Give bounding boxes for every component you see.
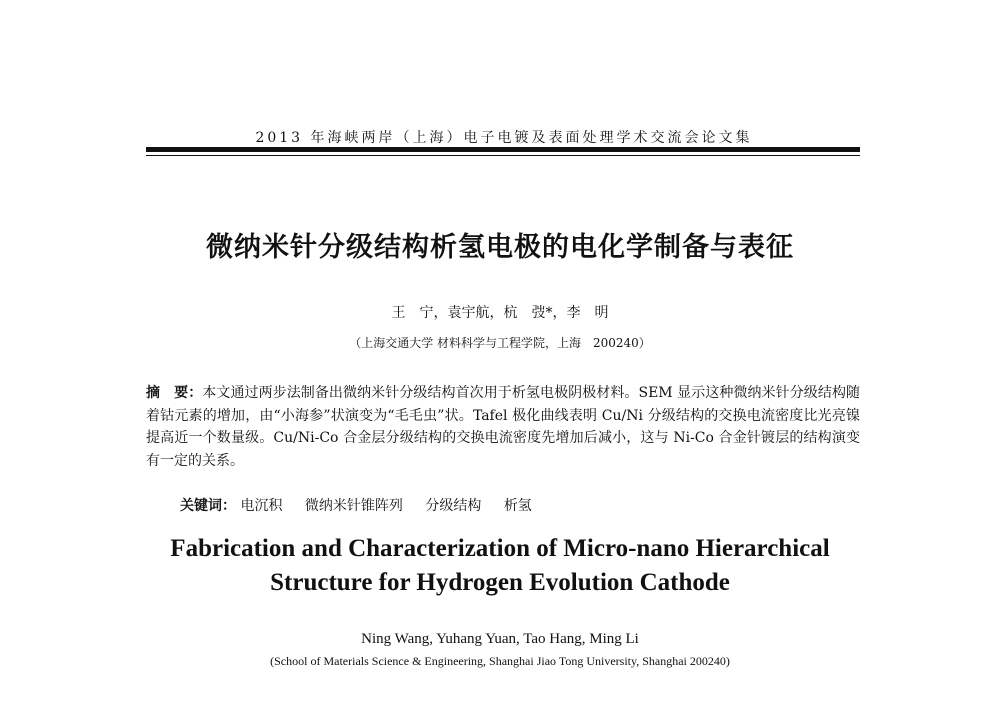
keywords <box>180 495 860 515</box>
keyword: 微纳米针锥阵列 <box>304 498 403 514</box>
keyword: 分级结构 <box>425 498 482 514</box>
english-title-line-1: Fabrication and Characterization of Micro-nano Hierarchical <box>170 535 830 562</box>
keyword: 电沉积 <box>240 498 283 514</box>
chinese-affiliation: （上海交通大学 材料科学与工程学院，上海 200240） <box>349 336 651 350</box>
english-affiliation: (School of Materials Science & Engineering, Shanghai Jiao Tong University, Shanghai 200240) <box>270 654 730 668</box>
english-authors: Ning Wang, Yuhang Yuan, Tao Hang, Ming Li <box>361 631 639 647</box>
chinese-title: 微纳米针分级结构析氢电极的电化学制备与表征 <box>206 232 794 263</box>
keywords-label: 关键词： <box>180 498 236 514</box>
keyword: 析氢 <box>503 498 532 514</box>
running-header: 2013 年海峡两岸（上海）电子电镀及表面处理学术交流会论文集 <box>255 130 753 146</box>
abstract <box>146 382 860 472</box>
header-rule-thick <box>146 147 860 152</box>
abstract-text: 本文通过两步法制备出微纳米针分级结构首次用于析氢电极阴极材料。SEM 显示这种微纳米针分级结构随着钴元素的增加，由“小海参”状演变为“毛毛虫”状。Tafel 极化曲线表明 Cu/Ni 分级结构的交换电流密度比光亮镍提高近一个数量级。Cu/Ni-Co 合金层分级结构的交换电流密度先增加后减小，这与 Ni-Co 合金针镀层的结构演变有一定的关系。 <box>146 385 861 469</box>
english-title-line-2: Structure for Hydrogen Evolution Cathode <box>270 569 730 596</box>
abstract-label: 摘 要： <box>146 385 203 401</box>
header-rule-thin <box>146 155 860 156</box>
chinese-authors: 王 宁，袁宇航，杭 弢*，李 明 <box>391 305 609 321</box>
english-title <box>100 532 900 600</box>
